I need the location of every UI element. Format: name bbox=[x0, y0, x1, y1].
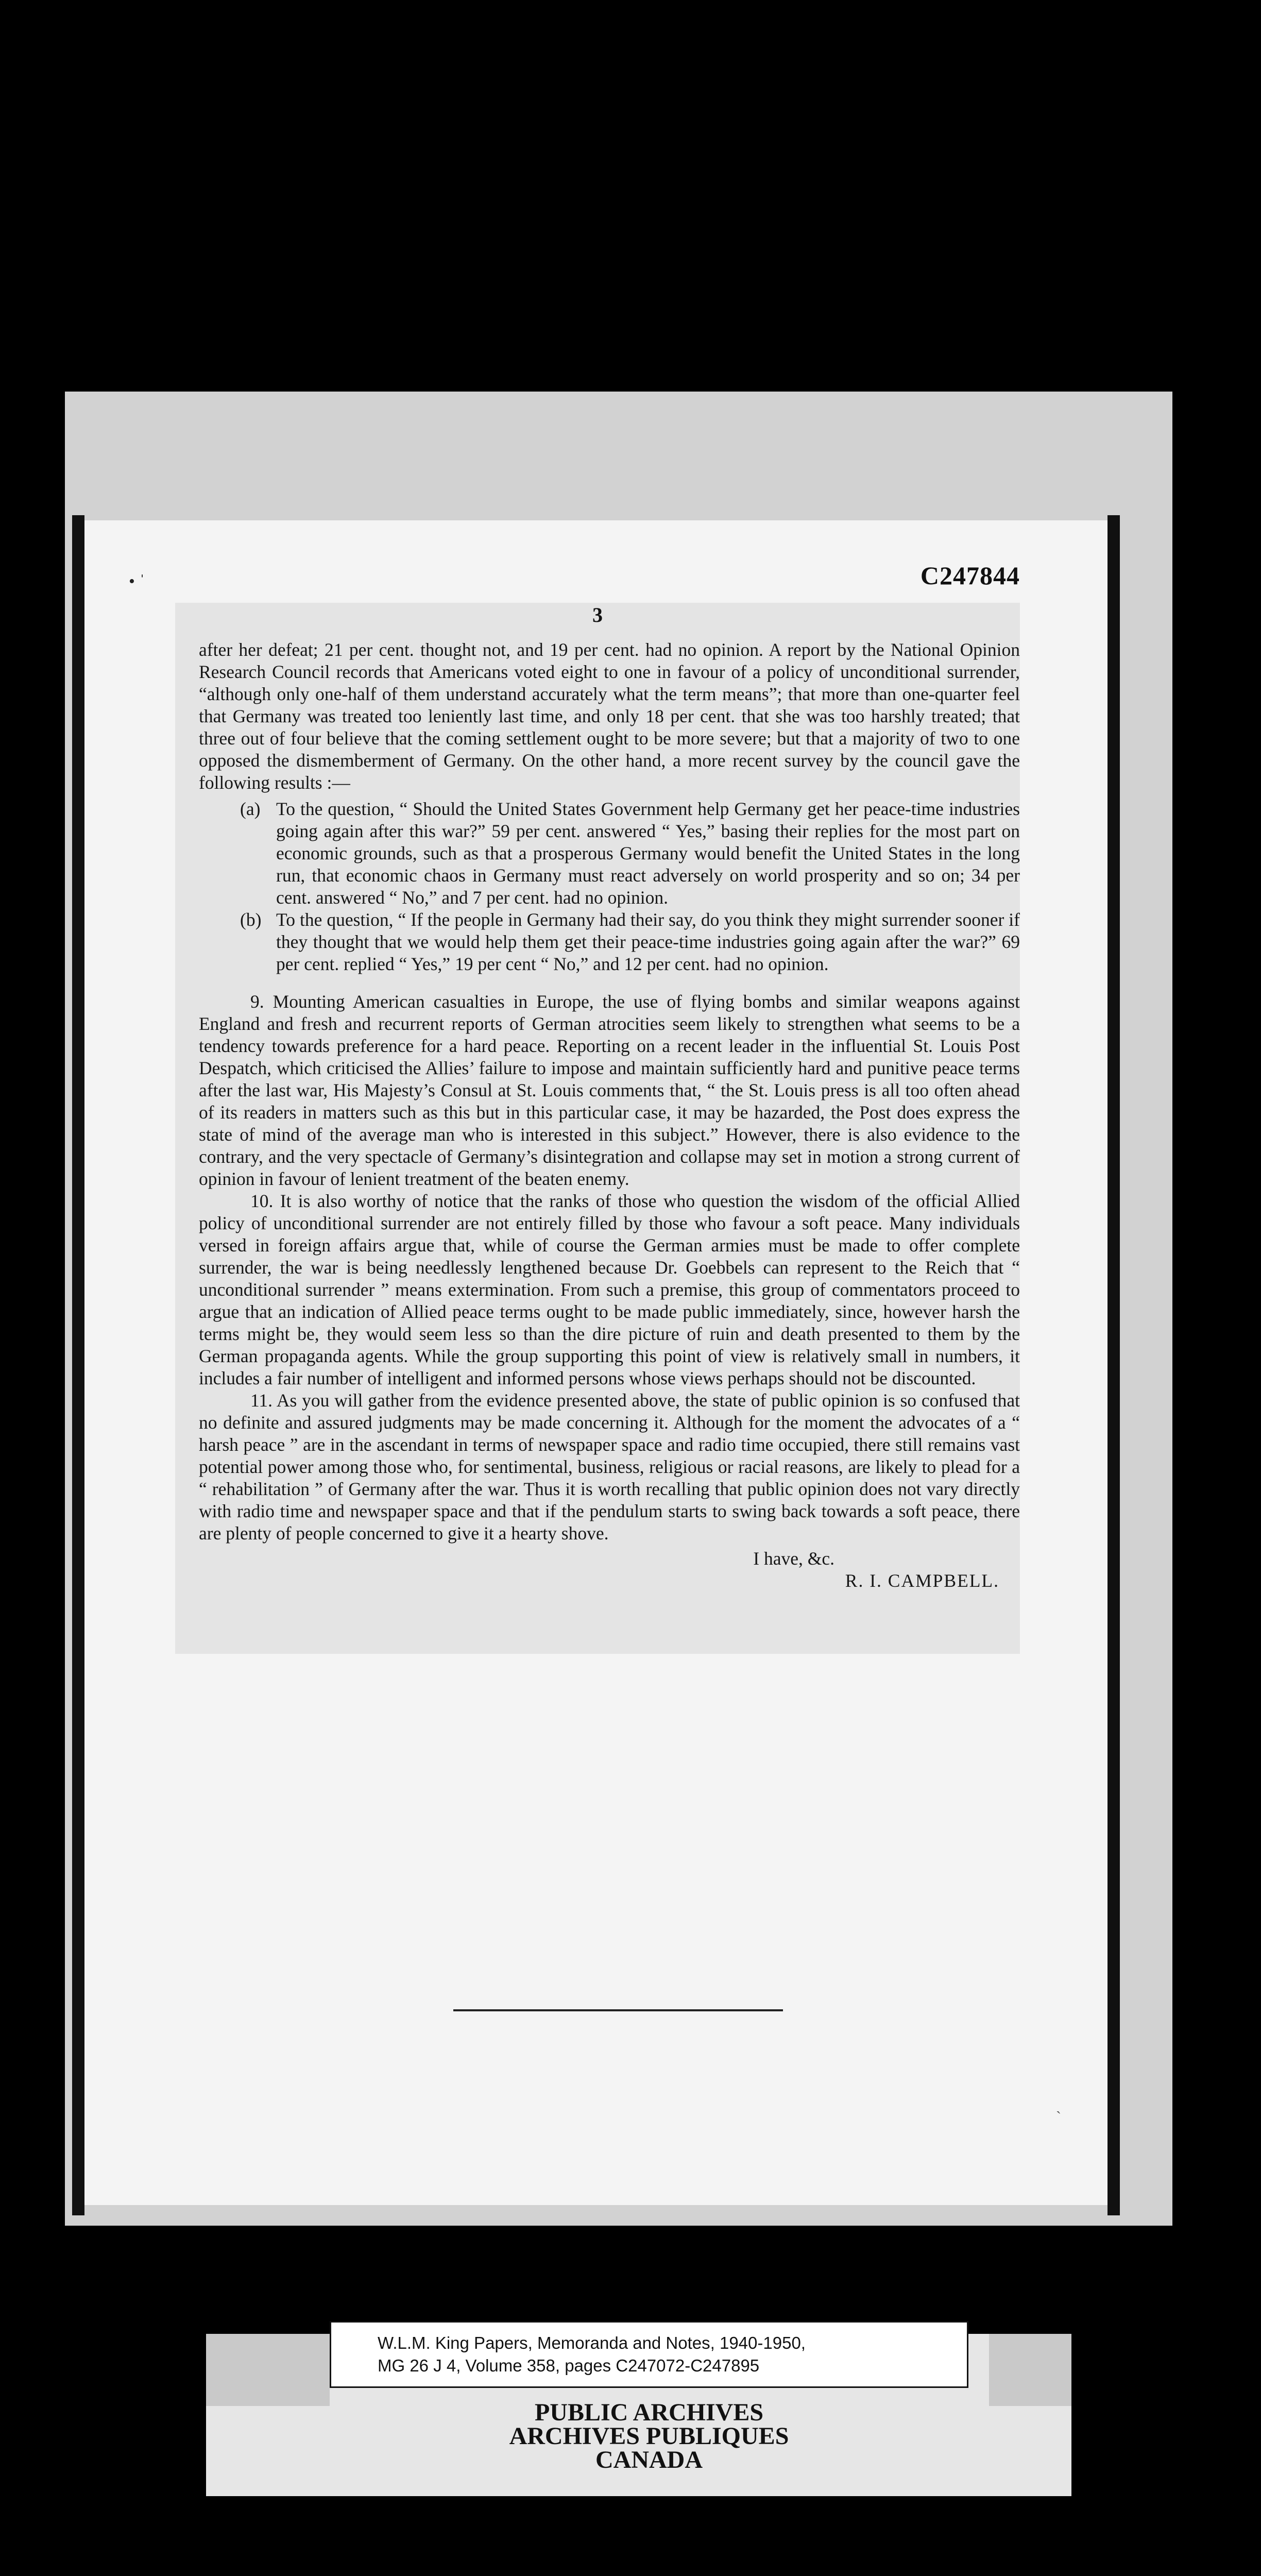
archive-strip-tab-right bbox=[989, 2334, 1071, 2406]
stray-mark: • ˈ bbox=[129, 572, 145, 591]
page-number: 3 bbox=[592, 603, 603, 626]
signature: R. I. CAMPBELL. bbox=[845, 1570, 999, 1591]
frame-edge-right bbox=[1107, 515, 1120, 2215]
frame-edge-left bbox=[72, 515, 84, 2215]
document-number: C247844 bbox=[920, 561, 1020, 590]
stray-mark-right: ˎ bbox=[1056, 2097, 1061, 2114]
archive-label-line-2: MG 26 J 4, Volume 358, pages C247072-C247895 bbox=[378, 2356, 760, 2375]
archive-stamp-line-3: CANADA bbox=[595, 2446, 703, 2473]
archive-strip-tab-left bbox=[206, 2334, 330, 2406]
letter-body bbox=[199, 639, 1020, 1592]
list-item-a-text: To the question, “ Should the United States Government help Germany get her peace-time industries going again after this war?” 59 per cent. answered “ Yes,” basing their replies for the most part on economic grounds, such as that a prosperous Germany would benefit the United States in the long run, that economic chaos in Germany must react adversely on world prosperity and so on; 34 per cent. answered “ No,” and 7 per cent. had no opinion. bbox=[276, 799, 1020, 908]
end-divider bbox=[453, 2009, 783, 2011]
list-item-a bbox=[240, 798, 1020, 909]
list-item-a-label: (a) bbox=[240, 799, 261, 819]
archive-label-line-1: W.L.M. King Papers, Memoranda and Notes, 1940-1950, bbox=[378, 2333, 806, 2352]
closing-salutation: I have, &c. bbox=[753, 1548, 834, 1569]
archive-stamp-line-1: PUBLIC ARCHIVES bbox=[534, 2399, 764, 2426]
intro-paragraph: after her defeat; 21 per cent. thought not, and 19 per cent. had no opinion. A report by the National Opinion Research Council records that Americans voted eight to one in favour of a policy of unconditional surrender, “although only one-half of them understand accurately what the term means”; that more than one-quarter feel that Germany was treated too leniently last time, and only 18 per cent. that she was too harshly treated; that three out of four believe that the coming settlement ought to be more severe; but that a majority of two to one opposed the dismemberment of Germany. On the other hand, a more recent survey by the council gave the following results :— bbox=[199, 639, 1020, 793]
archive-stamp bbox=[330, 2401, 968, 2472]
list-item-b-text: To the question, “ If the people in Germany had their say, do you think they might surrender sooner if they thought that we would help them get their peace-time industries going again after the war?” 69 per cent. replied “ Yes,” 19 per cent “ No,” and 12 per cent. had no opinion. bbox=[276, 909, 1020, 974]
list-item-b-label: (b) bbox=[240, 909, 262, 930]
archive-reference-label bbox=[330, 2321, 968, 2388]
paragraph-11: 11. As you will gather from the evidence presented above, the state of public opinion is so confused that no definite and assured judgments may be made concerning it. Although for the moment the advocates of a “ harsh peace ” are in the ascendant in terms of newspaper space and radio time occupied, there still remains vast potential power among those who, for sentimental, business, religious or racial reasons, are likely to plead for a “ rehabilitation ” of Germany after the war. Thus it is worth recalling that public opinion does not vary directly with radio time and newspaper space and that if the pendulum starts to swing back towards a soft peace, there are plenty of people concerned to give it a hearty shove. bbox=[199, 1390, 1020, 1544]
list-item-b bbox=[240, 909, 1020, 975]
paragraph-9: 9. Mounting American casualties in Europe, the use of flying bombs and similar weapons against England and fresh and recurrent reports of German atrocities seem likely to strengthen what seems to be a tendency towards preference for a hard peace. Reporting on a recent leader in the influential St. Louis Post Despatch, which criticised the Allies’ failure to impose and maintain sufficiently hard and punitive peace terms after the last war, His Majesty’s Consul at St. Louis comments that, “ the St. Louis press is all too often ahead of its readers in matters such as this but in this particular case, it may be hazarded, the Post does express the state of mind of the average man who is interested in this subject.” However, there is also evidence to the contrary, and the very spectacle of Germany’s disintegration and collapse may set in motion a strong current of opinion in favour of lenient treatment of the beaten enemy. bbox=[199, 991, 1020, 1189]
archive-stamp-line-2: ARCHIVES PUBLIQUES bbox=[509, 2422, 789, 2450]
paragraph-10: 10. It is also worthy of notice that the ranks of those who question the wisdom of the official Allied policy of unconditional surrender are not entirely filled by those who favour a soft peace. Many individuals versed in foreign affairs argue that, while of course the German armies must be made to offer complete surrender, the war is being needlessly lengthened because Dr. Goebbels can represent to the Reich that “ unconditional surrender ” means extermination. From such a premise, this group of commentators proceed to argue that an indication of Allied peace terms ought to be made public immediately, since, however harsh the terms might be, they would seem less so than the dire picture of ruin and death presented to them by the German propaganda agents. While the group supporting this point of view is relatively small in numbers, it includes a fair number of intelligent and informed persons whose views perhaps should not be discounted. bbox=[199, 1191, 1020, 1388]
